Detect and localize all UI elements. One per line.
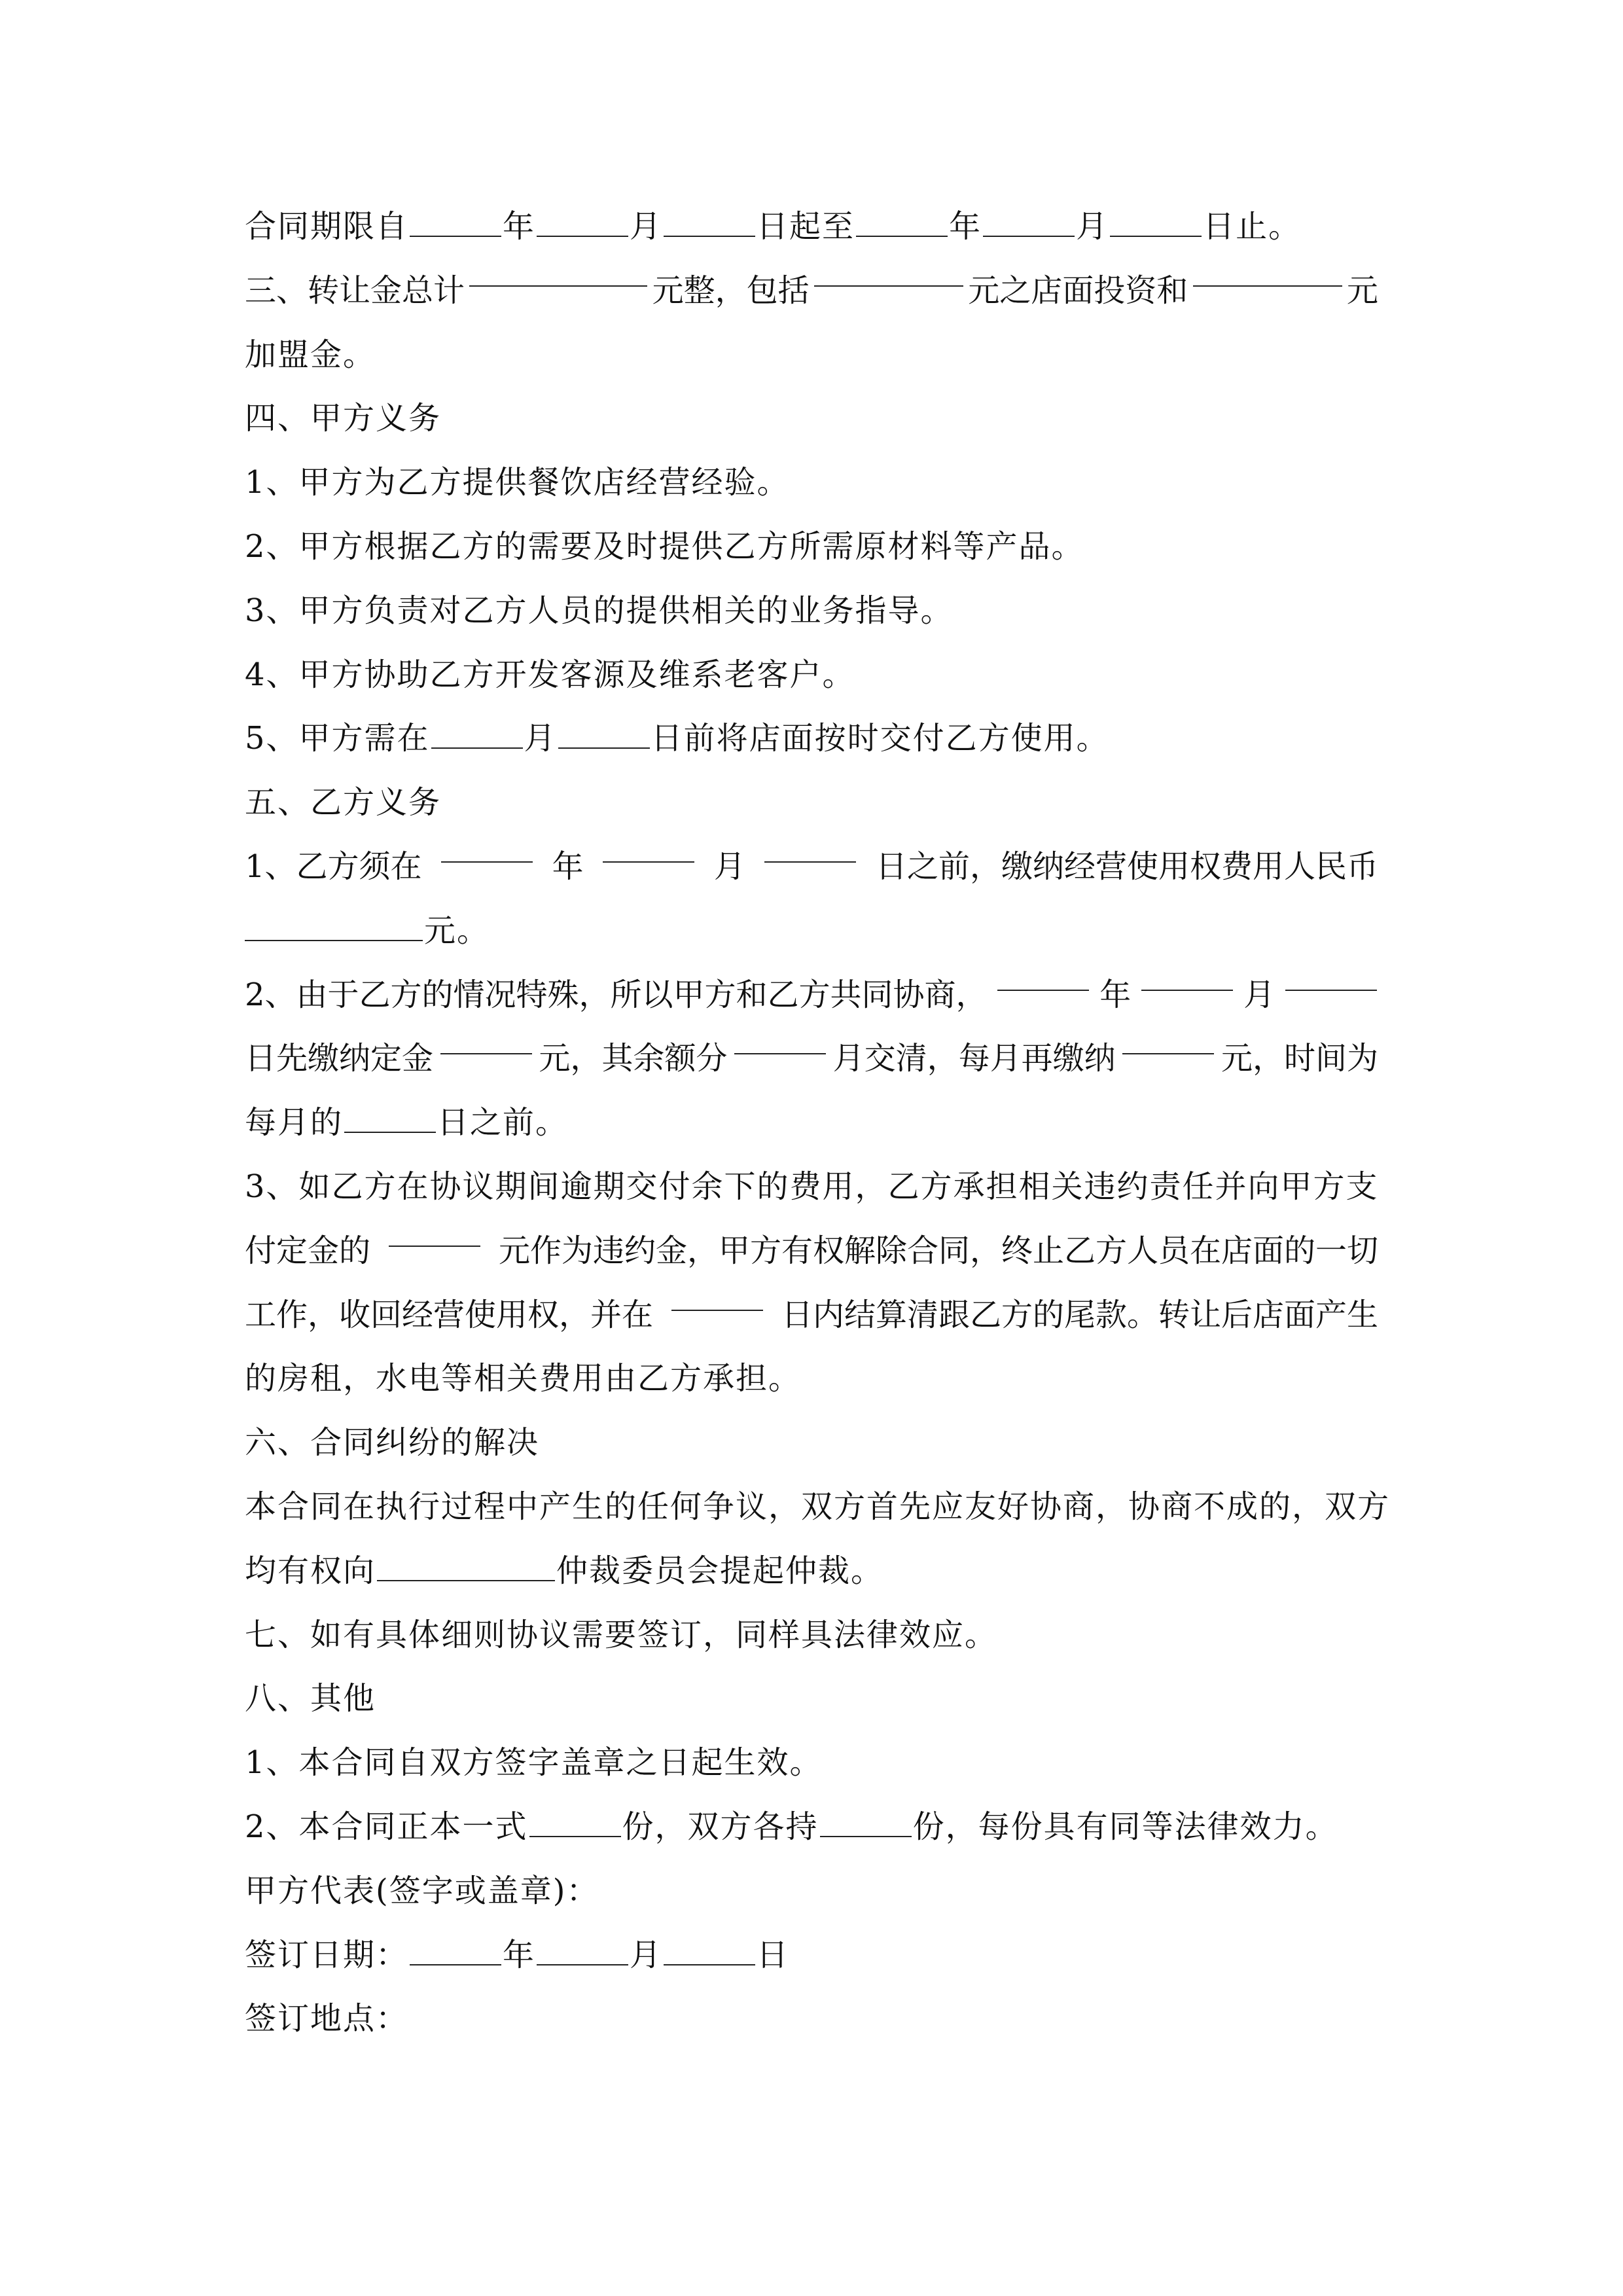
blank-field[interactable] xyxy=(814,259,963,287)
text: 月 xyxy=(1076,208,1109,245)
monthly-day-line xyxy=(245,1091,1378,1155)
text-line: 3、如乙方在协议期间逾期交付余下的费用，乙方承担相关违约责任并向甲方支 xyxy=(245,1168,1379,1205)
text: 日先缴纳定金 xyxy=(245,1040,434,1077)
text: 日之前。 xyxy=(437,1104,569,1141)
text-line: 1、本合同自双方签字盖章之日起生效。 xyxy=(245,1744,823,1782)
text: 日之前，缴纳经营使用权费用人民币 xyxy=(875,848,1378,885)
text: 仲裁委员会提起仲裁。 xyxy=(556,1552,884,1589)
text-line: 3、甲方负责对乙方人员的提供相关的业务指导。 xyxy=(245,592,954,629)
blank-field[interactable] xyxy=(1141,963,1233,991)
text: 元整，包括 xyxy=(652,272,810,309)
blank-field[interactable] xyxy=(537,209,628,237)
blank-field[interactable] xyxy=(245,914,423,941)
blank-field[interactable] xyxy=(1110,209,1202,237)
blank-field[interactable] xyxy=(671,1283,763,1311)
blank-field[interactable] xyxy=(377,1554,555,1581)
text: 日内结算清跟乙方的尾款。转让后店面产生 xyxy=(781,1296,1378,1333)
text: 日 xyxy=(757,1936,790,1973)
text: 三、转让金总计 xyxy=(245,272,465,309)
text: 签订日期： xyxy=(245,1936,409,1973)
blank-field[interactable] xyxy=(664,1938,755,1965)
signature-label: 甲方代表(签字或盖章)： xyxy=(245,1872,599,1909)
blank-field[interactable] xyxy=(431,721,523,749)
text: 日止。 xyxy=(1203,208,1302,245)
text: 2、由于乙方的情况特殊，所以甲方和乙方共同协商， xyxy=(245,976,988,1013)
text: 2、本合同正本一式 xyxy=(245,1808,528,1845)
transfer-fee-line xyxy=(245,259,1378,323)
text: 月 xyxy=(630,1936,663,1973)
section-heading: 四、甲方义务 xyxy=(245,400,442,437)
payment-deadline-line xyxy=(245,835,1378,899)
blank-field[interactable] xyxy=(856,209,948,237)
text: 每月的 xyxy=(245,1104,344,1141)
blank-field[interactable] xyxy=(469,259,647,287)
deposit-line xyxy=(245,1027,1378,1091)
payment-amount-line xyxy=(245,899,1378,963)
blank-field[interactable] xyxy=(440,1027,532,1054)
text: 年 xyxy=(503,208,536,245)
text: 合同期限自 xyxy=(245,208,409,245)
text: 年 xyxy=(1099,976,1132,1013)
contract-term-line xyxy=(245,195,1378,259)
text: 付定金的 xyxy=(245,1232,371,1269)
blank-field[interactable] xyxy=(1193,259,1342,287)
arbitration-line xyxy=(245,1539,1378,1604)
text: 月 xyxy=(630,208,663,245)
blank-field[interactable] xyxy=(389,1219,480,1247)
text: 年 xyxy=(949,208,982,245)
text: 元 xyxy=(1346,272,1378,309)
text: 元，其余额分 xyxy=(539,1040,728,1077)
section-heading: 六、合同纠纷的解决 xyxy=(245,1424,540,1462)
blank-field[interactable] xyxy=(820,1810,912,1837)
blank-field[interactable] xyxy=(558,721,650,749)
blank-field[interactable] xyxy=(529,1810,621,1837)
negotiation-line xyxy=(245,963,1378,1028)
text: 月 xyxy=(1243,976,1275,1013)
text: 5、甲方需在 xyxy=(245,720,430,757)
text: 份，双方各持 xyxy=(622,1808,819,1845)
signing-place-label: 签订地点： xyxy=(245,2000,409,2037)
text: 工作，收回经营使用权，并在 xyxy=(245,1296,654,1333)
text: 元之店面投资和 xyxy=(968,272,1188,309)
text: 年 xyxy=(503,1936,536,1973)
text-line: 的房租，水电等相关费用由乙方承担。 xyxy=(245,1360,802,1397)
text-line: 本合同在执行过程中产生的任何争议，双方首先应友好协商，协商不成的，双方 xyxy=(245,1488,1391,1525)
settlement-line xyxy=(245,1283,1378,1348)
text: 月交清，每月再缴纳 xyxy=(832,1040,1116,1077)
blank-field[interactable] xyxy=(764,835,856,863)
copies-line xyxy=(245,1795,1378,1859)
section-heading: 七、如有具体细则协议需要签订，同样具法律效应。 xyxy=(245,1616,998,1653)
blank-field[interactable] xyxy=(537,1938,628,1965)
blank-field[interactable] xyxy=(997,963,1089,991)
blank-field[interactable] xyxy=(664,209,755,237)
blank-field[interactable] xyxy=(734,1027,826,1054)
blank-field[interactable] xyxy=(1285,963,1377,991)
blank-field[interactable] xyxy=(344,1105,436,1133)
section-heading: 五、乙方义务 xyxy=(245,784,442,821)
blank-field[interactable] xyxy=(983,209,1075,237)
section-heading: 八、其他 xyxy=(245,1680,376,1717)
text: 元。 xyxy=(424,912,490,949)
text: 1、乙方须在 xyxy=(245,848,422,885)
blank-field[interactable] xyxy=(603,835,694,863)
text: 元作为违约金，甲方有权解除合同，终止乙方人员在店面的一切 xyxy=(498,1232,1378,1269)
blank-field[interactable] xyxy=(441,835,533,863)
text: 份，每份具有同等法律效力。 xyxy=(912,1808,1338,1845)
signing-date-line xyxy=(245,1924,1378,1988)
blank-field[interactable] xyxy=(410,1938,501,1965)
blank-field[interactable] xyxy=(410,209,501,237)
handover-date-line xyxy=(245,707,1378,771)
text: 月 xyxy=(524,720,557,757)
text: 日前将店面按时交付乙方使用。 xyxy=(651,720,1109,757)
text: 月 xyxy=(713,848,745,885)
text-line: 4、甲方协助乙方开发客源及维系老客户。 xyxy=(245,656,855,693)
text: 年 xyxy=(552,848,584,885)
penalty-line xyxy=(245,1219,1378,1283)
text-line: 2、甲方根据乙方的需要及时提供乙方所需原材料等产品。 xyxy=(245,528,1084,565)
text-line: 加盟金。 xyxy=(245,336,376,373)
text: 均有权向 xyxy=(245,1552,376,1589)
blank-field[interactable] xyxy=(1122,1027,1214,1054)
text: 元，时间为 xyxy=(1221,1040,1378,1077)
text-line: 1、甲方为乙方提供餐饮店经营经验。 xyxy=(245,464,790,501)
text: 日起至 xyxy=(757,208,855,245)
